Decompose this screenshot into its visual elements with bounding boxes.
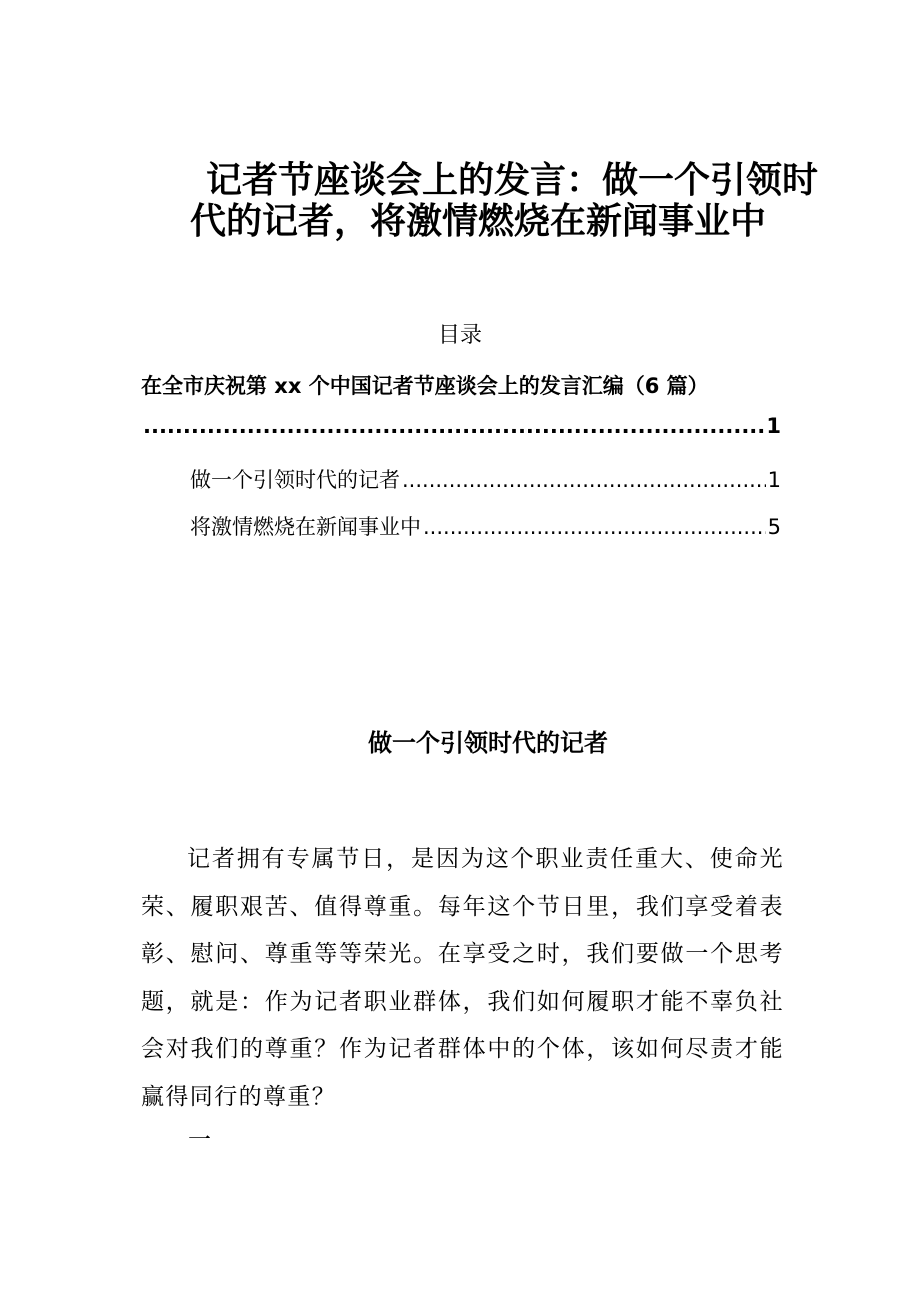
- toc-main-entry-leader[interactable]: [141, 414, 781, 438]
- toc-main-entry-page: 1: [766, 414, 781, 438]
- toc-entry-label: 将激情燃烧在新闻事业中: [190, 515, 421, 539]
- toc-entry[interactable]: [190, 464, 781, 494]
- toc-entry-label: 做一个引领时代的记者: [190, 468, 400, 492]
- toc-main-entry[interactable]: [141, 370, 781, 400]
- dot-leader: [143, 414, 764, 438]
- toc-entry-page: 5: [767, 515, 781, 539]
- dot-leader: [423, 515, 766, 539]
- part-marker: 一: [188, 1127, 211, 1153]
- toc-entry-page: 1: [767, 468, 781, 492]
- document-title-line-2: 代的记者，将激情燃烧在新闻事业中: [190, 201, 767, 242]
- toc-heading: 目录: [437, 323, 482, 348]
- document-title-line-1: 记者节座谈会上的发言：做一个引领时: [206, 160, 819, 201]
- toc-entry[interactable]: [190, 511, 781, 541]
- body-paragraph: 记者拥有专属节日，是因为这个职业责任重大、使命光荣、履职艰苦、值得尊重。每年这个节日里，我们享受着表彰、慰问、尊重等等荣光。在享受之时，我们要做一个思考题，就是：作为记者职业群体，我们如何履职才能不辜负社会对我们的尊重？作为记者群体中的个体，该如何尽责才能赢得同行的尊重？: [141, 846, 784, 1110]
- dot-leader: [402, 468, 766, 492]
- toc-main-entry-label: 在全市庆祝第 xx 个中国记者节座谈会上的发言汇编（6 篇）: [141, 374, 709, 398]
- section-title: 做一个引领时代的记者: [368, 729, 608, 757]
